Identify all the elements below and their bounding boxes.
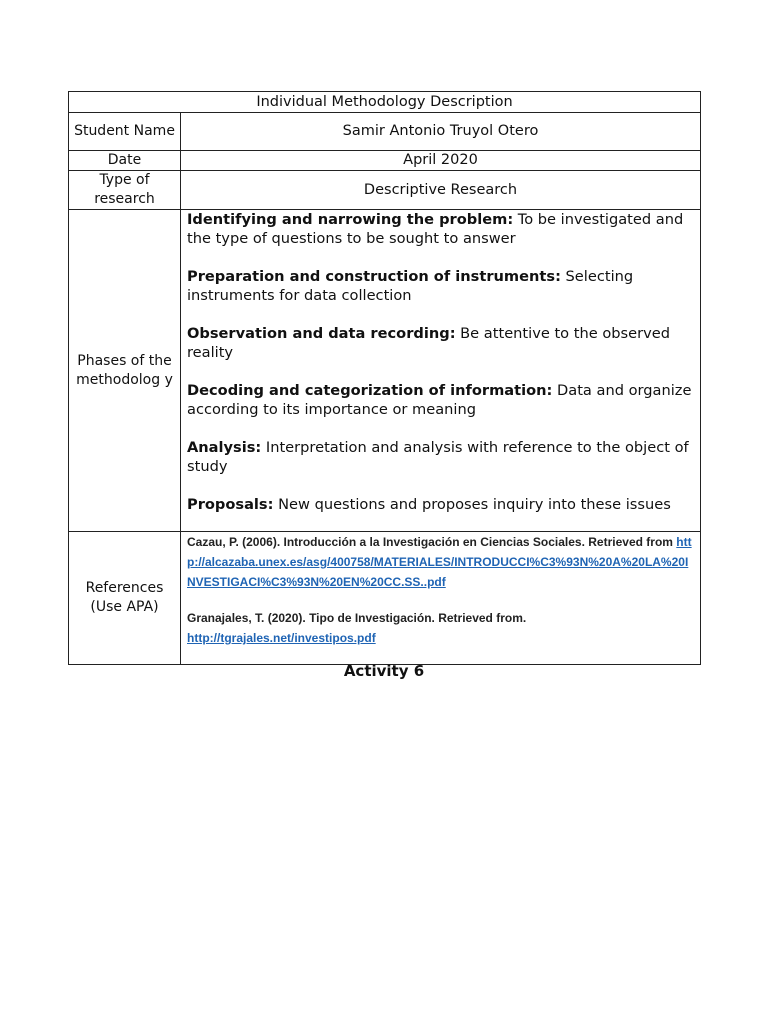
reference-text: Granajales, T. (2020). Tipo de Investigación. Retrieved from. (187, 611, 527, 625)
reference-item (187, 608, 694, 648)
date-value: April 2020 (181, 151, 701, 171)
date-label: Date (69, 151, 181, 171)
phase-item (187, 267, 694, 305)
phase-text: Be attentive to the observed reality (187, 325, 670, 361)
phases-label: Phases of the methodolog y (69, 210, 181, 532)
research-type-value: Descriptive Research (181, 171, 701, 210)
phase-title: Analysis: (187, 439, 262, 456)
phase-text: To be investigated and the type of questions to be sought to answer (187, 211, 684, 247)
phase-text: Data and organize according to its importance or meaning (187, 382, 692, 418)
phase-title: Preparation and construction of instruments: (187, 268, 561, 285)
phase-text: Interpretation and analysis with reference to the object of study (187, 439, 689, 475)
phase-title: Identifying and narrowing the problem: (187, 211, 514, 228)
activity-heading: Activity 6 (343, 662, 425, 680)
phase-item (187, 438, 694, 476)
phases-content (181, 210, 701, 532)
phase-item (187, 381, 694, 419)
reference-link[interactable]: http://tgrajales.net/investipos.pdf (187, 631, 376, 645)
phase-item (187, 495, 694, 514)
phase-item (187, 210, 694, 248)
reference-link[interactable]: http://alcazaba.unex.es/asg/400758/MATERIALES/INTRODUCCI%C3%93N%20A%20LA%20INVESTIGACI%C3%93N%20EN%20CC.SS..pdf (187, 535, 692, 589)
phase-title: Observation and data recording: (187, 325, 456, 342)
references-content (181, 532, 701, 665)
reference-text: Cazau, P. (2006). Introducción a la Investigación en Ciencias Sociales. Retrieved from (187, 535, 673, 549)
phase-item (187, 324, 694, 362)
research-type-label: Type of research (69, 171, 181, 210)
phase-title: Decoding and categorization of information: (187, 382, 553, 399)
student-name-label: Student Name (69, 113, 181, 151)
phase-text: Selecting instruments for data collection (187, 268, 634, 304)
references-label: References (Use APA) (69, 532, 181, 665)
phase-title: Proposals: (187, 496, 274, 513)
reference-item (187, 532, 694, 592)
methodology-table (68, 91, 701, 665)
student-name-value: Samir Antonio Truyol Otero (181, 113, 701, 151)
phase-text: New questions and proposes inquiry into these issues (278, 496, 671, 513)
table-title: Individual Methodology Description (69, 92, 701, 113)
